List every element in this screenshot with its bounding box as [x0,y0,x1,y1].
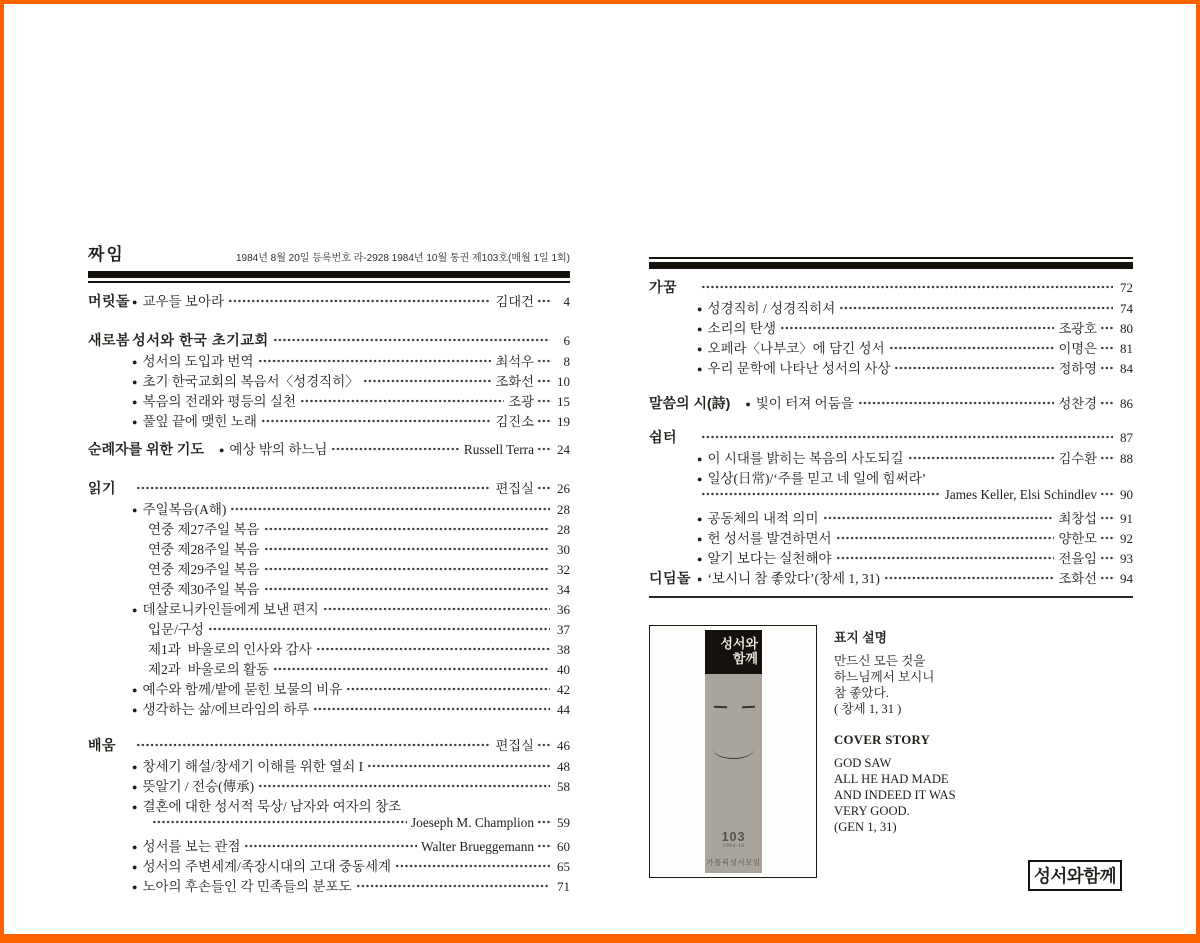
bullet-icon: ● [697,304,703,314]
entry-title: 일상(日常)/‘주를 믿고 네 일에 힘써라’ [707,471,927,486]
entry-page-number: 6 [563,333,570,348]
dot-leader [894,363,1054,373]
entry-title: 성서의 주변세계/족장시대의 고대 중동세계 [142,859,392,874]
toc-entry [88,578,570,598]
toc-entry [649,337,1133,357]
bullet-icon: ● [697,474,703,484]
bullet-icon: ● [745,399,751,409]
spine-issue-date: 1984·10 [722,843,745,849]
entry-page-number: 19 [557,414,570,429]
entry-title: 제2과 바울로의 활동 [148,662,270,677]
entry-title: 생각하는 삶/에브라임의 하루 [142,702,310,717]
dot-leader [701,489,941,499]
toc-entry [649,317,1133,337]
bullet-icon: ● [132,605,138,615]
entry-title: 복음의 전래와 평등의 실천 [142,394,297,409]
entry-author: 김진소 [495,414,534,429]
dot-leader [1100,533,1115,543]
entry-page-number: 58 [557,779,570,794]
dot-leader [537,444,552,454]
entry-page-number: 72 [1120,280,1133,295]
toc-entry [88,350,570,370]
section-label: 쉼터 [649,429,678,445]
entry-author: Russell Terra [463,442,534,457]
bullet-icon: ● [132,417,138,427]
dot-leader [701,282,1113,292]
dot-leader [1100,573,1115,583]
entry-title: 빛이 터져 어둠을 [755,396,854,411]
entry-title: 입문/구성 [148,622,204,637]
spine-masthead [705,630,762,674]
cover-caption-lines-ko [834,653,956,717]
entry-title: ‘보시니 참 좋았다’(창세 1, 31) [707,571,880,586]
entry-title: 헌 성서를 발견하면서 [707,531,832,546]
entry-author: Joeseph M. Champlion [411,815,534,830]
entry-title: 오페라〈나부코〉에 담긴 성서 [707,341,885,356]
cover-thumbnail-frame [649,625,817,878]
right-toc-list [649,277,1133,587]
toc-entry [649,392,1133,412]
toc-entry [649,427,1133,447]
left-page [88,240,570,895]
toc-entry [88,815,570,835]
caption-line: AND INDEED IT WAS [834,788,956,802]
cover-caption [834,625,956,878]
entry-page-number: 44 [557,702,570,717]
entry-title: 제1과 바울로의 인사와 감사 [148,642,312,657]
entry-author: 최석우 [495,354,534,369]
entry-author: Walter Brueggemann [420,839,534,854]
dot-leader [316,644,550,654]
cover-caption-heading-ko: 표지 설명 [834,630,888,645]
spine-title-line: 성서와 [720,636,758,651]
bullet-icon: ● [132,505,138,515]
entry-title: 알기 보다는 실천해야 [707,551,832,566]
entry-author: 조광호 [1058,321,1097,336]
dot-leader [136,740,491,750]
entry-title: 성서와 한국 초기교회 [132,333,269,349]
entry-title: 노아의 후손들인 각 민족들의 분포도 [142,879,352,894]
entry-title: 연중 제27주일 복음 [148,522,260,537]
entry-page-number: 34 [557,582,570,597]
toc-entry [649,447,1133,467]
dot-leader [537,841,552,851]
toc-entry [88,518,570,538]
dot-leader [346,684,550,694]
entry-page-number: 59 [557,815,570,830]
dot-leader [889,343,1055,353]
dot-leader [264,584,550,594]
cover-spine-image [705,630,762,873]
entry-title: 연중 제28주일 복음 [148,542,260,557]
dot-leader [273,664,550,674]
spine-title-line: 함께 [732,650,758,666]
entry-title: 결혼에 대한 성서적 묵상/ 남자와 여자의 창조 [142,799,402,814]
bullet-icon: ● [218,445,225,455]
dot-leader [1100,553,1115,563]
toc-entry [649,277,1133,297]
cover-caption-heading-en: COVER STORY [834,733,931,747]
dot-leader [836,553,1055,563]
toc-entry [88,658,570,678]
bullet-icon: ● [132,862,138,872]
dot-leader [1100,398,1115,408]
dot-leader [884,573,1055,583]
toc-entry [88,678,570,698]
entry-page-number: 8 [563,354,570,369]
entry-title: 소리의 탄생 [707,321,777,336]
section-label: 새로봄 [88,332,131,348]
toc-entry [88,558,570,578]
toc-entry [88,410,570,430]
dot-leader [1100,513,1115,523]
left-page-header [88,240,570,265]
dot-leader [313,704,550,714]
dot-leader [331,444,459,454]
face-right-eye [742,706,755,708]
bullet-icon: ● [697,344,703,354]
entry-page-number: 74 [1120,301,1133,316]
dot-leader [300,396,504,406]
entry-title: 공동체의 내적 의미 [707,511,819,526]
dot-leader [537,483,552,493]
section-label: 말씀의 시(詩) [649,395,731,411]
dot-leader [258,781,550,791]
dot-leader [228,296,491,306]
entry-title: 뜻알기 / 전승(傳承) [142,779,255,794]
dot-leader [261,416,492,426]
dot-leader [230,504,550,514]
spine-issue-block [705,831,762,868]
bullet-icon: ● [697,554,703,564]
toc-entry [88,330,570,350]
entry-author: 최창섭 [1058,511,1097,526]
toc-entry [649,527,1133,547]
dot-leader [1100,363,1115,373]
dot-leader [908,453,1055,463]
toc-entry [88,598,570,618]
bullet-icon: ● [132,705,138,715]
entry-title: 성경직히 / 성경직히셔 [707,301,836,316]
toc-entry [88,390,570,410]
left-toc-list [88,290,570,895]
bullet-icon: ● [132,882,138,892]
entry-page-number: 30 [557,542,570,557]
section-label: 머릿돌 [88,293,131,309]
header-rule-thin [649,257,1133,259]
entry-author: 전을임 [1058,551,1097,566]
spine-issue-number: 103 [721,830,746,844]
entry-author: 김대건 [495,294,534,309]
dot-leader [356,881,550,891]
right-page [649,257,1133,878]
toc-entry [88,438,570,458]
dot-leader [537,416,552,426]
entry-page-number: 42 [557,682,570,697]
entry-page-number: 37 [557,622,570,637]
entry-author: 이명은 [1058,341,1097,356]
dot-leader [823,513,1055,523]
dot-leader [1100,323,1115,333]
entry-author: 조광 [508,394,534,409]
dot-leader [836,533,1055,543]
dot-leader [395,861,550,871]
toc-entry [88,638,570,658]
bullet-icon: ● [132,397,138,407]
entry-page-number: 60 [557,839,570,854]
entry-author: 정하영 [1058,361,1097,376]
entry-author: 김수환 [1058,451,1097,466]
toc-entry [649,467,1133,487]
toc-entry [88,795,570,815]
issue-registration-info: 1984년 8월 20일 등록번호 라-2928 1984년 10월 통권 제103호(매월 1일 1회) [235,253,570,264]
toc-entry [649,297,1133,317]
entry-page-number: 84 [1120,361,1133,376]
masthead-title: 짜임 [88,245,125,264]
entry-title: 풀잎 끝에 맺힌 노래 [142,414,257,429]
bullet-icon: ● [697,364,703,374]
entry-page-number: 26 [557,481,570,496]
dot-leader [258,356,492,366]
entry-page-number: 48 [557,759,570,774]
dot-leader [264,544,550,554]
bullet-icon: ● [132,377,138,387]
dot-leader [273,335,550,345]
entry-title: 창세기 해설/창세기 이해를 위한 열쇠 I [142,759,364,774]
bullet-icon: ● [697,324,703,334]
entry-page-number: 86 [1120,396,1133,411]
bullet-icon: ● [132,357,138,367]
entry-page-number: 10 [557,374,570,389]
entry-author: 성찬경 [1058,396,1097,411]
dot-leader [136,483,491,493]
entry-page-number: 81 [1120,341,1133,356]
toc-entry [88,478,570,498]
toc-entry [88,370,570,390]
dot-leader [1100,489,1115,499]
dot-leader [1100,343,1115,353]
dot-leader [537,376,552,386]
toc-entry [649,487,1133,507]
section-label: 가꿈 [649,279,678,295]
entry-page-number: 87 [1120,430,1133,445]
entry-page-number: 36 [557,602,570,617]
entry-page-number: 88 [1120,451,1133,466]
toc-entry [88,775,570,795]
dot-leader [701,432,1113,442]
dot-leader [537,817,552,827]
toc-entry [88,875,570,895]
entry-page-number: 24 [557,442,570,457]
toc-entry [649,507,1133,527]
toc-entry [88,855,570,875]
cover-story-section [649,625,1133,878]
bullet-icon: ● [132,685,138,695]
dot-leader [537,296,552,306]
dot-leader [264,564,550,574]
entry-title: 예상 밖의 하느님 [229,442,328,457]
section-label: 배움 [88,737,117,753]
entry-page-number: 40 [557,662,570,677]
entry-title: 교우들 보아라 [142,294,225,309]
face-smile [713,748,754,759]
toc-entry [88,618,570,638]
entry-page-number: 32 [557,562,570,577]
entry-page-number: 94 [1120,571,1133,586]
entry-author: 조화선 [1058,571,1097,586]
bullet-icon: ● [132,297,138,307]
caption-line: (GEN 1, 31) [834,820,897,834]
entry-title: 이 시대를 밝히는 복음의 사도되길 [707,451,904,466]
toc-entry [88,755,570,775]
header-rule-thick [649,262,1133,269]
entry-page-number: 93 [1120,551,1133,566]
caption-line: GOD SAW [834,756,892,770]
entry-page-number: 28 [557,502,570,517]
toc-entry [88,290,570,310]
bullet-icon: ● [697,514,703,524]
dot-leader [839,303,1113,313]
toc-entry [649,547,1133,567]
entry-title: 우리 문학에 나타난 성서의 사상 [707,361,891,376]
entry-page-number: 65 [557,859,570,874]
bullet-icon: ● [697,574,703,584]
entry-author: 조화선 [495,374,534,389]
caption-line: 참 좋았다. [834,686,889,700]
caption-line: 하느님께서 보시니 [834,670,935,684]
bullet-icon: ● [132,762,138,772]
dot-leader [537,396,552,406]
entry-author: 양한모 [1058,531,1097,546]
section-label: 디딤돌 [649,570,692,586]
entry-page-number: 71 [557,879,570,894]
entry-author: 편집실 [495,481,534,496]
bullet-icon: ● [697,534,703,544]
caption-line: 만드신 모든 것을 [834,654,926,668]
header-rule-thin [88,281,570,283]
entry-title: 성서를 보는 관점 [142,839,241,854]
entry-title: 예수와 함께/밭에 묻힌 보물의 비유 [142,682,343,697]
magazine-logo-stamp: 성서와함께 [1028,860,1122,891]
section-divider-rule [649,596,1133,598]
entry-page-number: 38 [557,642,570,657]
entry-page-number: 4 [563,294,570,309]
spine-publisher: 가톨릭성서모임 [706,858,761,867]
caption-line: ( 창세 1, 31 ) [834,702,902,716]
toc-entry [88,698,570,718]
bullet-icon: ● [132,842,138,852]
entry-page-number: 15 [557,394,570,409]
caption-line: ALL HE HAD MADE [834,772,949,786]
dot-leader [537,356,552,366]
dot-leader [780,323,1054,333]
dot-leader [152,817,407,827]
entry-page-number: 46 [557,738,570,753]
dot-leader [323,604,550,614]
dot-leader [367,761,550,771]
entry-page-number: 90 [1120,487,1133,502]
entry-page-number: 28 [557,522,570,537]
header-rule-thick [88,271,570,278]
entry-page-number: 92 [1120,531,1133,546]
face-left-eye [714,706,727,708]
dot-leader [244,841,416,851]
toc-entry [88,498,570,518]
bullet-icon: ● [132,802,138,812]
dot-leader [858,398,1055,408]
dot-leader [1100,453,1115,463]
bullet-icon: ● [697,454,703,464]
entry-author: James Keller, Elsi Schindlev [944,487,1097,502]
entry-title: 성서의 도입과 번역 [142,354,254,369]
toc-entry [88,735,570,755]
entry-title: 초기 한국교회의 복음서〈성경직히〉 [142,374,359,389]
section-label: 순례자를 위한 기도 [88,441,204,457]
entry-title: 연중 제29주일 복음 [148,562,260,577]
section-label: 읽기 [88,480,117,496]
dot-leader [264,524,550,534]
toc-entry [649,357,1133,377]
bullet-icon: ● [132,782,138,792]
toc-entry [88,835,570,855]
dot-leader [537,740,552,750]
entry-page-number: 80 [1120,321,1133,336]
entry-page-number: 91 [1120,511,1133,526]
cover-caption-lines-en [834,755,956,835]
entry-title: 데살로니카인들에게 보낸 편지 [142,602,319,617]
toc-entry [88,538,570,558]
dot-leader [363,376,492,386]
toc-entry [649,567,1133,587]
caption-line: VERY GOOD. [834,804,910,818]
dot-leader [208,624,550,634]
entry-title: 주일복음(A해) [142,502,227,517]
entry-author: 편집실 [495,738,534,753]
entry-title: 연중 제30주일 복음 [148,582,260,597]
